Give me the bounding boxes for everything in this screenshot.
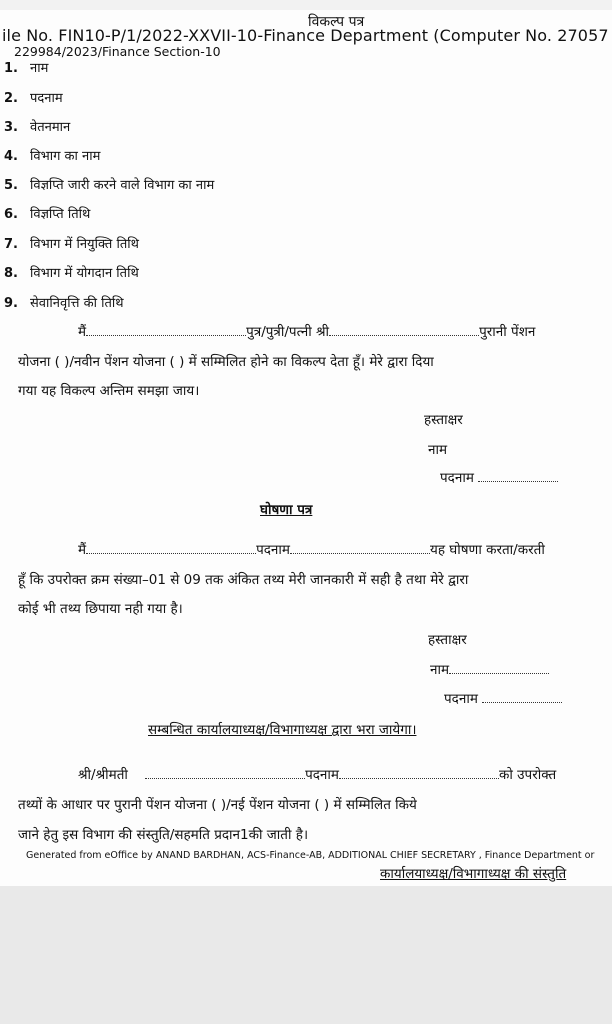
list-item: 3. वेतनमान [4,120,71,135]
declaration-line-3: कोई भी तथ्य छिपाया नही गया है। [18,601,183,617]
office-line-3: जाने हेतु इस विभाग की संस्तुति/सहमति प्रदान1की जाती है। [18,827,309,843]
option-line-1: मैं पुत्र/पुत्री/पत्नी श्री पुरानी पेंशन [78,324,536,340]
declaration-line-2: हूँ कि उपरोक्त क्रम संख्या–01 से 09 तक अंकित तथ्य मेरी जानकारी में सही है तथा मेरे द्वारा [18,572,469,588]
option-name-label: नाम [428,442,448,458]
office-line-1: श्री/श्रीमती पदनाम को उपरोक्त [78,767,557,783]
declaration-name-label: नाम [430,660,549,678]
office-section-title: सम्बन्धित कार्यालयाध्यक्ष/विभागाध्यक्ष द्वारा भरा जायेगा। [148,722,417,738]
top-bar [0,0,612,10]
office-recommendation-label: कार्यालयाध्यक्ष/विभागाध्यक्ष की संस्तुति [380,866,567,882]
declaration-signature-label: हस्ताक्षर [428,632,467,648]
option-line-2: योजना ( )/नवीन पेंशन योजना ( ) में सम्मिलित होने का विकल्प देता हूँ। मेरे द्वारा दिया [18,354,434,370]
declaration-designation-label: पदनाम [444,689,562,707]
office-line-2: तथ्यों के आधार पर पुरानी पेंशन योजना ( )/नई पेंशन योजना ( ) में सम्मिलित किये [18,797,417,813]
list-item: 6. विज्ञप्ति तिथि [4,207,91,222]
list-item: 4. विभाग का नाम [4,149,101,164]
declaration-line-1: मैं पदनाम यह घोषणा करता/करती [78,542,545,558]
file-number-sub: 229984/2023/Finance Section-10 [14,44,221,59]
option-line-3: गया यह विकल्प अन्तिम समझा जाय। [18,383,200,399]
list-item: 5. विज्ञप्ति जारी करने वाले विभाग का नाम [4,178,215,193]
document-title: विकल्प पत्र [308,14,365,30]
list-item: 2. पदनाम [4,91,63,106]
list-item: 9. सेवानिवृत्ति की तिथि [4,296,124,311]
list-item: 7. विभाग में नियुक्ति तिथि [4,237,139,252]
list-item: 8. विभाग में योगदान तिथि [4,266,139,281]
option-designation-label: पदनाम [440,468,558,486]
file-number: ile No. FIN10-P/1/2022-XXVII-10-Finance Department (Computer No. 27057 [2,26,609,45]
declaration-title: घोषणा पत्र [260,502,313,518]
option-signature-label: हस्ताक्षर [424,412,463,428]
eoffice-footer: Generated from eOffice by ANAND BARDHAN, ACS-Finance-AB, ADDITIONAL CHIEF SECRETARY , Finance Department or [26,850,595,861]
list-item: 1. नाम [4,61,49,76]
